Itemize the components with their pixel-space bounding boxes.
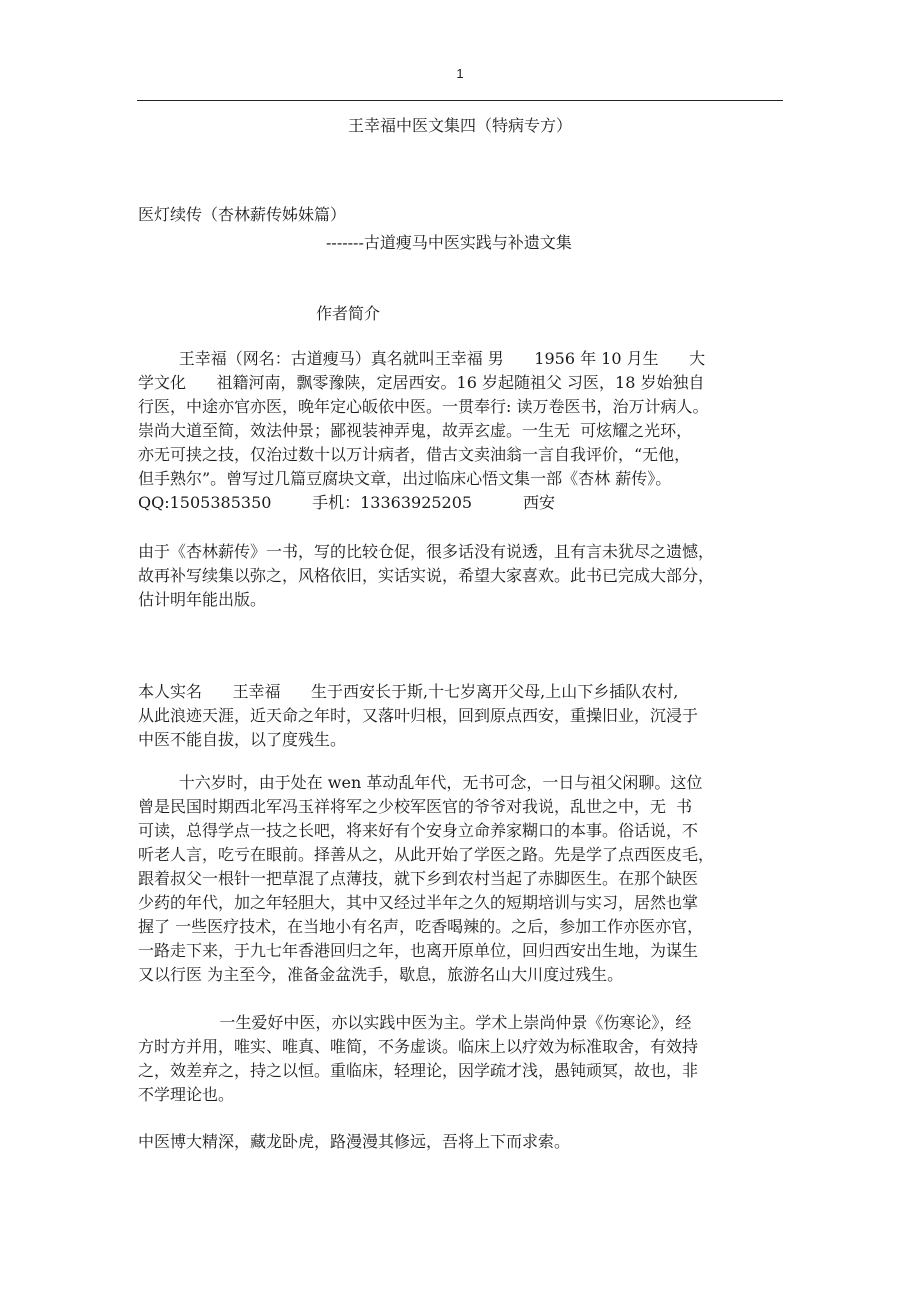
bio-line: 亦无可挟之技，仅治过数十以万计病者，借古文卖油翁一言自我评价，“无他， [138,445,691,464]
author-bio-paragraph [138,347,784,515]
body-line: 本人实名 王幸福 生于西安长于斯,十七岁离开父母,上山下乡插队农村, [138,682,679,701]
body-line: 一路走下来，于九七年香港回归之年，也离开原单位，回归西安出生地，为谋生 [138,941,699,960]
intro-paragraph [138,540,784,612]
closing-paragraph [138,1130,784,1154]
body-line: 不学理论也。 [138,1085,235,1104]
bio-line: 学文化 祖籍河南，飘零豫陕，定居西安。16 岁起随祖父 习医，18 岁始独自 [138,373,705,392]
body-paragraph-1 [138,680,784,752]
body-line: 方时方并用，唯实、唯真、唯简，不务虚谈。临床上以疗效为标准取舍，有效持 [138,1037,699,1056]
body-paragraph-3 [138,1011,784,1107]
body-line: 曾是民国时期西北军冯玉祥将军之少校军医官的爷爷对我说，乱世之中，无 书 [138,797,693,816]
body-line: 中医不能自拔，以了度残生。 [138,730,347,749]
author-section-heading: 作者简介 [316,304,381,323]
header-divider [137,100,783,101]
bio-line: 行医，中途亦官亦医，晚年定心皈依中医。一贯奉行: 读万卷医书，治万计病人。 [138,397,709,416]
closing-line: 中医博大精深，藏龙卧虎，路漫漫其修远，吾将上下而求索。 [138,1132,571,1151]
intro-line: 故再补写续集以弥之，风格依旧，实话实说，希望大家喜欢。此书已完成大部分， [138,566,715,585]
page-number: 1 [456,66,464,81]
body-line: 之，效差弃之，持之以恒。重临床，轻理论，因学疏才浅，愚钝顽冥，故也，非 [138,1061,699,1080]
document-header-title: 王幸福中医文集四（特病专方） [347,116,572,135]
body-line: 又以行医 为主至今，准备金盆洗手，歇息，旅游名山大川度过残生。 [138,965,624,984]
body-line: 可读，总得学点一技之长吧，将来好有个安身立命养家糊口的本事。俗话说，不 [138,821,699,840]
body-line: 听老人言，吃亏在眼前。择善从之，从此开始了学医之路。先是学了点西医皮毛， [138,845,715,864]
body-paragraph-2 [138,771,784,987]
intro-line: 由于《杏林薪传》一书，写的比较仓促，很多话没有说透，且有言未犹尽之遗憾， [138,542,715,561]
body-line: 十六岁时，由于处在 wen 革动乱年代，无书可念，一日与祖父闲聊。这位 [138,773,703,792]
intro-line: 估计明年能出版。 [138,590,267,609]
body-line: 握了 一些医疗技术，在当地小有名声，吃香喝辣的。之后，参加工作亦医亦官， [138,917,704,936]
contact-line: QQ:1505385350 手机：13363925205 西安 [138,493,555,512]
body-line: 从此浪迹天涯，近天命之年时，又落叶归根，回到原点西安，重操旧业，沉浸于 [138,706,699,725]
book-title-text: 医灯续传（杏林薪传姊妹篇） [138,205,347,224]
bio-line: 王幸福（网名：古道瘦马）真名就叫王幸福 男 1956 年 10 月生 大 [138,349,706,368]
body-line: 跟着叔父一根针一把草混了点薄技，就下乡到农村当起了赤脚医生。在那个缺医 [138,869,699,888]
book-title [138,203,784,227]
body-line: 一生爱好中医，亦以实践中医为主。学术上崇尚仲景《伤寒论》，经 [138,1013,692,1032]
bio-line: 崇尚大道至简，效法仲景；鄙视装神弄鬼，故弄玄虚。一生无 可炫耀之光环， [138,421,693,440]
bio-line: 但手熟尔”。曾写过几篇豆腐块文章，出过临床心悟文集一部《杏林 薪传》。 [138,469,672,488]
book-subtitle: -------古道瘦马中医实践与补遗文集 [326,233,572,252]
body-line: 少药的年代，加之年轻胆大，其中又经过半年之久的短期培训与实习，居然也掌 [138,893,699,912]
